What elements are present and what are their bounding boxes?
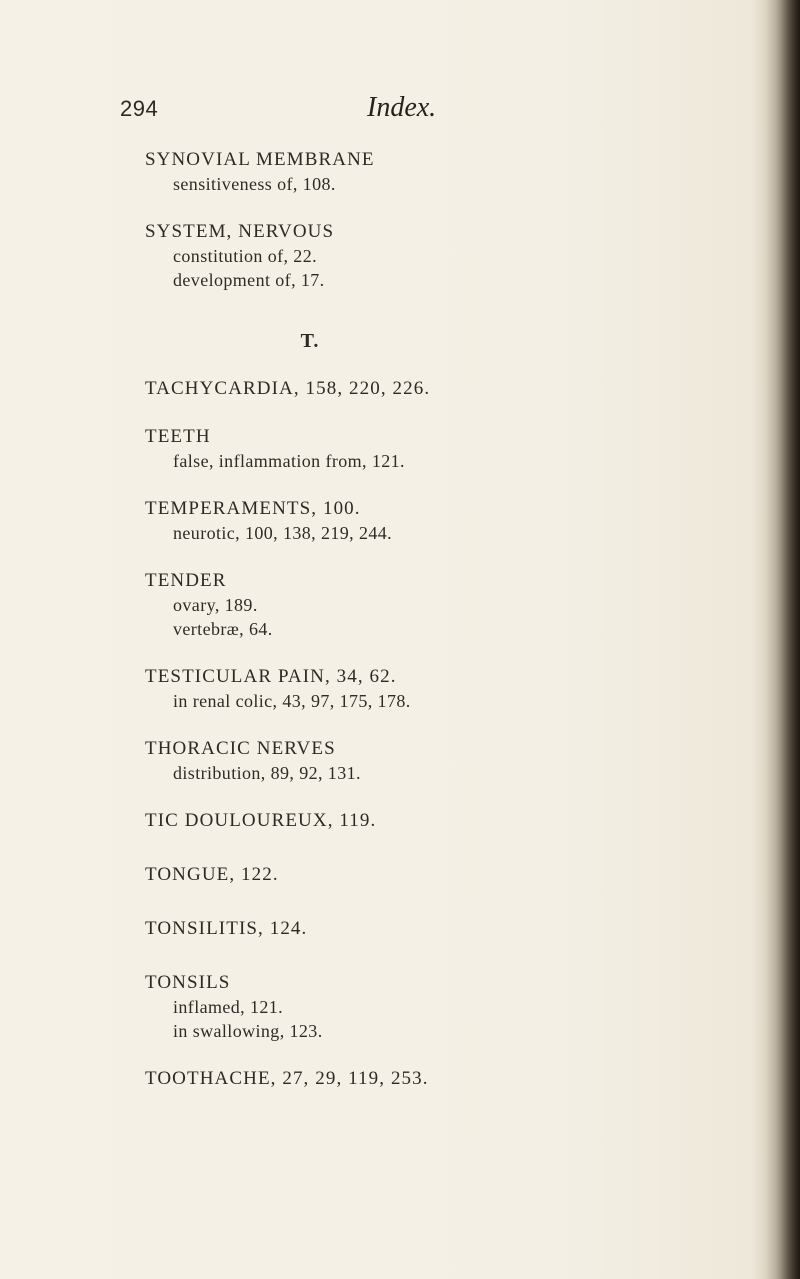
entry-heading: SYNOVIAL MEMBRANE [145, 149, 375, 170]
index-entry [145, 377, 745, 401]
entry-subitem: false, inflammation from, 121. [173, 451, 405, 471]
index-entry [145, 1067, 745, 1091]
index-entry [145, 220, 745, 292]
entry-heading: THORACIC NERVES [145, 738, 336, 759]
index-entry [145, 917, 745, 941]
entry-subitem: ovary, 189. [173, 595, 258, 615]
entry-heading: TONSILITIS, 124. [145, 918, 308, 939]
binding-shadow [766, 0, 800, 1279]
index-entry [145, 863, 745, 887]
index-entry [145, 148, 745, 196]
entry-heading: TENDER [145, 570, 227, 591]
index-entry [145, 665, 745, 713]
index-entry [145, 497, 745, 545]
entry-subitem: inflamed, 121. [173, 997, 284, 1017]
entry-heading: SYSTEM, NERVOUS [145, 221, 335, 242]
entry-heading: TESTICULAR PAIN, 34, 62. [145, 666, 397, 687]
page-number: 294 [120, 96, 159, 121]
entry-heading: TEMPERAMENTS, 100. [145, 498, 361, 519]
page-header [120, 92, 480, 132]
entry-subitem: neurotic, 100, 138, 219, 244. [173, 523, 393, 543]
entry-subitem: sensitiveness of, 108. [173, 174, 336, 194]
entry-subitem: vertebræ, 64. [173, 619, 273, 639]
entry-subitem: in swallowing, 123. [173, 1021, 323, 1041]
index-entry [145, 569, 745, 641]
entry-heading: TACHYCARDIA, 158, 220, 226. [145, 378, 431, 399]
entry-subitem: distribution, 89, 92, 131. [173, 763, 361, 783]
index-entries [145, 148, 745, 1115]
entry-subitem: constitution of, 22. [173, 246, 317, 266]
entry-subitem: in renal colic, 43, 97, 175, 178. [173, 691, 411, 711]
section-letter: T. [300, 330, 320, 352]
entry-subitem: development of, 17. [173, 270, 325, 290]
running-head: Index. [367, 92, 437, 123]
index-entry [145, 425, 745, 473]
index-entry [145, 809, 745, 833]
entry-heading: TONSILS [145, 972, 231, 993]
entry-heading: TEETH [145, 426, 211, 447]
entry-heading: TIC DOULOUREUX, 119. [145, 810, 377, 831]
entry-heading: TONGUE, 122. [145, 864, 279, 885]
entry-heading: TOOTHACHE, 27, 29, 119, 253. [145, 1068, 429, 1089]
index-entry [145, 737, 745, 785]
index-entry [145, 971, 745, 1043]
